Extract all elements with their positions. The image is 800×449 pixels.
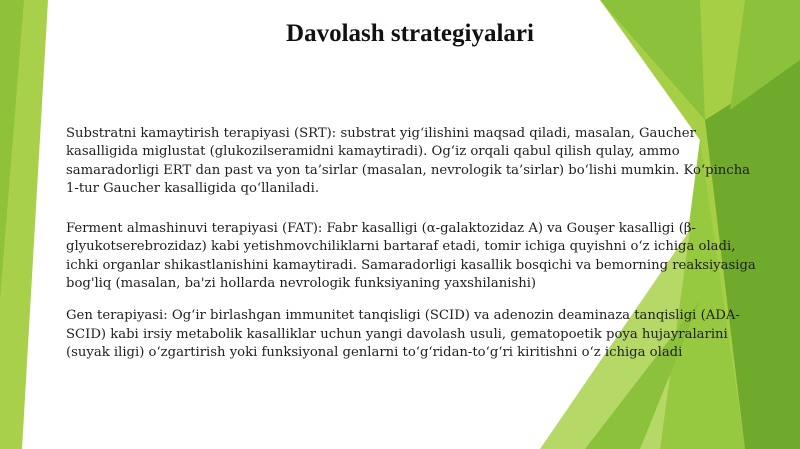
- slide-title: Davolash strategiyalari: [286, 20, 534, 47]
- paragraph-fat: Ferment almashinuvi terapiyasi (FAT): Fabr kasalligi (α-galaktozidaz A) va Gouşer kasalligi (β-glyukotserebrozidaz) kabi yetishmovchiliklarni bartaraf etadi, tomir ichiga quyishni o‘z ichiga oladi, ichki organlar shikastlanishini kamaytiradi. Samaradorligi kasallik bosqichi va bemorning reaksiyasiga bog'liq (masalan, ba'zi hollarda nevrologik funksiyaning yaxshilanishi): [66, 221, 756, 292]
- paragraph-gene-therapy: Gen terapiyasi: Og‘ir birlashgan immunitet tanqisligi (SCID) va adenozin deaminaza tanqisligi (ADA-SCID) kabi irsiy metabolik kasalliklar uchun yangi davolash usuli, gematopoetik poya hujayralarini (suyak iligi) o‘zgartirish yoki funksiyonal genlarni to‘g‘ridan-to‘g‘ri kiritishni o‘z ichiga oladi: [66, 308, 740, 360]
- slide-body: [66, 125, 756, 362]
- paragraph-srt: Substratni kamaytirish terapiyasi (SRT): substrat yig‘ilishini maqsad qiladi, masalan, Gaucher kasalligida miglustat (glukozilseramidni kamaytiradi). Og‘iz orqali qabul qilish qulay, ammo samaradorligi ERT dan past va yon ta’sirlar (masalan, nevrologik ta’sirlar) bo‘lishi mumkin. Ko‘pincha 1-tur Gaucher kasalligida qo‘llaniladi.: [66, 126, 751, 196]
